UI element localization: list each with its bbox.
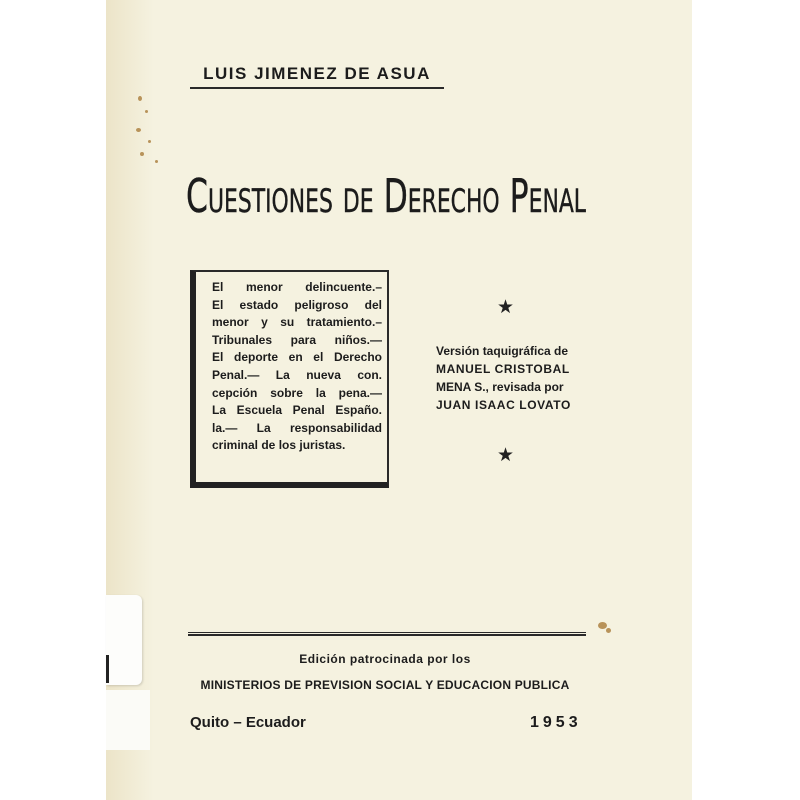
sponsor-line: Edición patrocinada por los [299,652,471,666]
book-title [186,152,590,222]
stain-speck [148,140,151,143]
book-title-text: Cuestiones de Derecho Penal [186,169,587,223]
double-rule [188,632,586,636]
credit-line: MANUEL CRISTOBAL [436,362,570,376]
contents-line: menor y su tratamiento.– [212,315,382,330]
stain-speck [145,110,148,113]
star-ornament-top: ★ [497,297,515,318]
publication-year: 1953 [530,714,582,731]
contents-line: El deporte en el Derecho [212,350,382,365]
credit-line: Versión taquigráfica de [436,344,569,358]
contents-line: La Escuela Penal Españo. [212,403,382,418]
contents-line: Tribunales para niños.— [212,332,382,347]
credit-line: MENA S., revisada por [436,380,564,394]
contents-line: criminal de los juristas. [212,438,346,453]
stain-speck [606,628,611,633]
stain-speck [136,128,141,132]
stain-speck [138,96,142,101]
contents-line: la.— La responsabilidad [212,420,382,435]
contents-line: El estado peligroso del [212,297,382,312]
contents-line: cepción sobre la pena.— [212,385,382,400]
publication-place: Quito – Ecuador [190,714,306,731]
stain-speck [140,152,144,156]
author-underline [190,87,444,89]
paper-tab [106,595,142,685]
contents-line: El menor delincuente.– [212,280,382,294]
contents-list [212,279,382,455]
credit-block [436,342,586,414]
star-ornament-bottom: ★ [497,445,515,466]
contents-line: Penal.— La nueva con. [212,367,382,382]
credit-line: JUAN ISAAC LOVATO [436,398,571,412]
author-name: LUIS JIMENEZ DE ASUA [203,64,431,83]
ministries-line: MINISTERIOS DE PREVISION SOCIAL Y EDUCACION PUBLICA [200,678,570,692]
paper-tab-lower [106,690,150,750]
stain-speck [155,160,158,163]
tab-mark [106,655,109,683]
